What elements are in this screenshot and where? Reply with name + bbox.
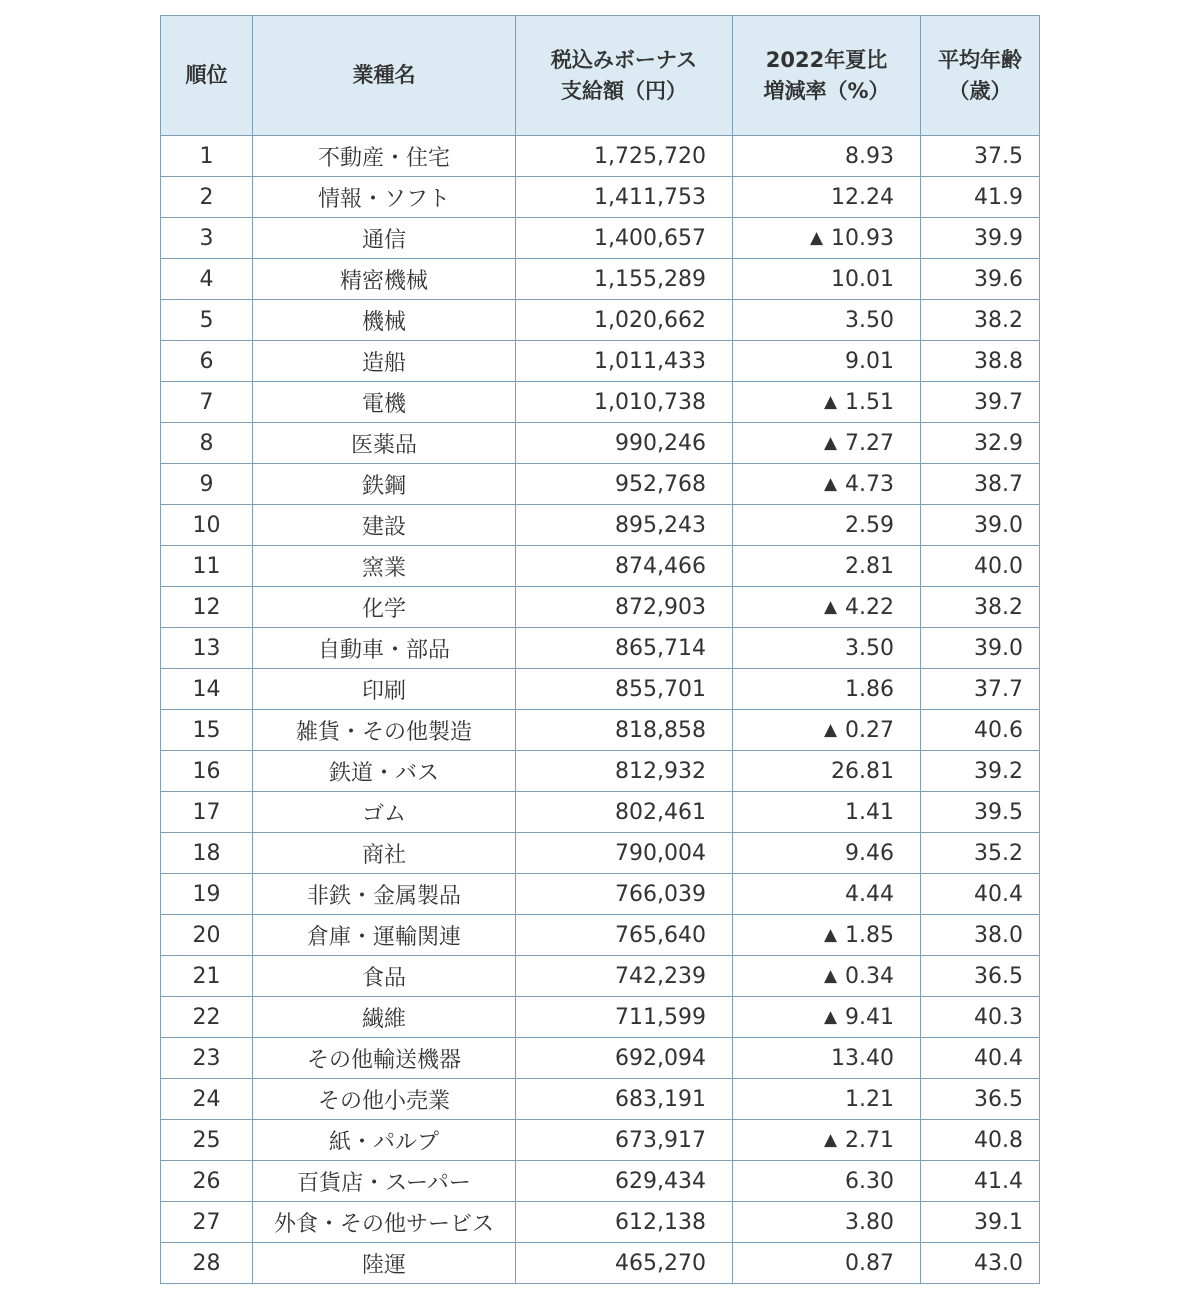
rank-cell: 24	[161, 1079, 253, 1120]
bonus-amount-cell: 673,917	[516, 1120, 733, 1161]
average-age-cell: 39.9	[921, 218, 1040, 259]
average-age-cell: 39.1	[921, 1202, 1040, 1243]
rank-cell: 4	[161, 259, 253, 300]
bonus-amount-cell: 802,461	[516, 792, 733, 833]
table-row	[161, 874, 1040, 915]
change-rate-value: 26.81	[831, 758, 894, 784]
change-rate-cell	[733, 751, 921, 792]
change-rate-cell	[733, 136, 921, 177]
change-rate-value: 3.50	[845, 307, 894, 333]
change-rate-cell	[733, 710, 921, 751]
bonus-amount-cell: 1,411,753	[516, 177, 733, 218]
change-rate-value: 1.21	[845, 1086, 894, 1112]
change-rate-cell	[733, 628, 921, 669]
change-rate-cell	[733, 1038, 921, 1079]
bonus-amount-cell: 952,768	[516, 464, 733, 505]
change-rate-cell	[733, 341, 921, 382]
bonus-amount-cell: 818,858	[516, 710, 733, 751]
average-age-cell: 40.0	[921, 546, 1040, 587]
change-rate-value: 6.30	[845, 1168, 894, 1194]
average-age-cell: 39.7	[921, 382, 1040, 423]
average-age-cell: 36.5	[921, 1079, 1040, 1120]
negative-triangle-icon: ▲	[823, 924, 838, 945]
average-age-cell: 41.4	[921, 1161, 1040, 1202]
industry-cell: 食品	[253, 956, 516, 997]
average-age-cell: 40.6	[921, 710, 1040, 751]
table-body	[161, 136, 1040, 1284]
change-rate-cell	[733, 382, 921, 423]
industry-cell: 雑貨・その他製造	[253, 710, 516, 751]
header-change	[733, 16, 921, 136]
table-row	[161, 751, 1040, 792]
rank-cell: 23	[161, 1038, 253, 1079]
industry-cell: 不動産・住宅	[253, 136, 516, 177]
industry-cell: 紙・パルプ	[253, 1120, 516, 1161]
change-rate-cell	[733, 792, 921, 833]
rank-cell: 12	[161, 587, 253, 628]
average-age-cell: 41.9	[921, 177, 1040, 218]
industry-cell: 医薬品	[253, 423, 516, 464]
change-rate-value: 10.01	[831, 266, 894, 292]
change-rate-cell	[733, 1161, 921, 1202]
bonus-amount-cell: 692,094	[516, 1038, 733, 1079]
rank-cell: 3	[161, 218, 253, 259]
table-row	[161, 1202, 1040, 1243]
table-row	[161, 300, 1040, 341]
rank-cell: 11	[161, 546, 253, 587]
negative-triangle-icon: ▲	[823, 965, 838, 986]
change-rate-value: 7.27	[845, 430, 894, 456]
header-bonus-line1: 税込みボーナス	[550, 47, 698, 72]
table-row	[161, 1120, 1040, 1161]
average-age-cell: 39.0	[921, 628, 1040, 669]
rank-cell: 17	[161, 792, 253, 833]
change-rate-value: 2.71	[845, 1127, 894, 1153]
bonus-amount-cell: 1,010,738	[516, 382, 733, 423]
header-bonus-line2: 支給額（円）	[561, 78, 687, 103]
negative-triangle-icon: ▲	[823, 1129, 838, 1150]
rank-cell: 16	[161, 751, 253, 792]
change-rate-value: 4.22	[845, 594, 894, 620]
table-row	[161, 505, 1040, 546]
industry-cell: 外食・その他サービス	[253, 1202, 516, 1243]
bonus-ranking-table	[160, 15, 1040, 1284]
change-rate-cell	[733, 587, 921, 628]
bonus-amount-cell: 612,138	[516, 1202, 733, 1243]
change-rate-value: 10.93	[831, 225, 894, 251]
change-rate-value: 9.01	[845, 348, 894, 374]
rank-cell: 8	[161, 423, 253, 464]
bonus-amount-cell: 1,725,720	[516, 136, 733, 177]
table-row	[161, 792, 1040, 833]
average-age-cell: 38.0	[921, 915, 1040, 956]
change-rate-value: 8.93	[845, 143, 894, 169]
average-age-cell: 37.5	[921, 136, 1040, 177]
header-bonus	[516, 16, 733, 136]
change-rate-cell	[733, 669, 921, 710]
average-age-cell: 32.9	[921, 423, 1040, 464]
change-rate-cell	[733, 546, 921, 587]
change-rate-value: 0.27	[845, 717, 894, 743]
header-age-line1: 平均年齢	[938, 47, 1022, 72]
industry-cell: 非鉄・金属製品	[253, 874, 516, 915]
change-rate-cell	[733, 1120, 921, 1161]
industry-cell: その他輸送機器	[253, 1038, 516, 1079]
bonus-amount-cell: 1,155,289	[516, 259, 733, 300]
average-age-cell: 38.7	[921, 464, 1040, 505]
header-change-line2: 増減率（%）	[763, 78, 890, 103]
rank-cell: 22	[161, 997, 253, 1038]
change-rate-cell	[733, 259, 921, 300]
bonus-amount-cell: 766,039	[516, 874, 733, 915]
bonus-amount-cell: 1,011,433	[516, 341, 733, 382]
change-rate-value: 0.34	[845, 963, 894, 989]
negative-triangle-icon: ▲	[823, 596, 838, 617]
average-age-cell: 39.2	[921, 751, 1040, 792]
industry-cell: 繊維	[253, 997, 516, 1038]
change-rate-value: 1.86	[845, 676, 894, 702]
header-rank-label: 順位	[185, 63, 228, 87]
table-row	[161, 1079, 1040, 1120]
negative-triangle-icon: ▲	[823, 432, 838, 453]
average-age-cell: 38.2	[921, 587, 1040, 628]
change-rate-cell	[733, 464, 921, 505]
table-row	[161, 956, 1040, 997]
negative-triangle-icon: ▲	[823, 719, 838, 740]
bonus-amount-cell: 874,466	[516, 546, 733, 587]
rank-cell: 19	[161, 874, 253, 915]
change-rate-value: 1.85	[845, 922, 894, 948]
header-row	[161, 16, 1040, 136]
table-header	[161, 16, 1040, 136]
change-rate-cell	[733, 218, 921, 259]
header-age	[921, 16, 1040, 136]
table-row	[161, 464, 1040, 505]
table-row	[161, 587, 1040, 628]
industry-cell: その他小売業	[253, 1079, 516, 1120]
rank-cell: 7	[161, 382, 253, 423]
industry-cell: 陸運	[253, 1243, 516, 1284]
table-row	[161, 710, 1040, 751]
negative-triangle-icon: ▲	[823, 391, 838, 412]
average-age-cell: 37.7	[921, 669, 1040, 710]
rank-cell: 18	[161, 833, 253, 874]
industry-cell: 鉄鋼	[253, 464, 516, 505]
change-rate-value: 1.41	[845, 799, 894, 825]
change-rate-cell	[733, 505, 921, 546]
negative-triangle-icon: ▲	[823, 1006, 838, 1027]
rank-cell: 9	[161, 464, 253, 505]
bonus-amount-cell: 1,400,657	[516, 218, 733, 259]
table-row	[161, 341, 1040, 382]
industry-cell: 機械	[253, 300, 516, 341]
change-rate-value: 2.59	[845, 512, 894, 538]
bonus-amount-cell: 629,434	[516, 1161, 733, 1202]
table-row	[161, 218, 1040, 259]
bonus-amount-cell: 895,243	[516, 505, 733, 546]
rank-cell: 15	[161, 710, 253, 751]
bonus-amount-cell: 855,701	[516, 669, 733, 710]
rank-cell: 20	[161, 915, 253, 956]
average-age-cell: 39.5	[921, 792, 1040, 833]
change-rate-cell	[733, 1202, 921, 1243]
industry-cell: 化学	[253, 587, 516, 628]
bonus-amount-cell: 765,640	[516, 915, 733, 956]
change-rate-value: 4.44	[845, 881, 894, 907]
bonus-amount-cell: 790,004	[516, 833, 733, 874]
average-age-cell: 40.4	[921, 874, 1040, 915]
average-age-cell: 40.8	[921, 1120, 1040, 1161]
change-rate-value: 3.50	[845, 635, 894, 661]
industry-cell: 精密機械	[253, 259, 516, 300]
rank-cell: 5	[161, 300, 253, 341]
table-row	[161, 136, 1040, 177]
change-rate-value: 12.24	[831, 184, 894, 210]
table-row	[161, 259, 1040, 300]
table-row	[161, 546, 1040, 587]
table-row	[161, 177, 1040, 218]
average-age-cell: 39.0	[921, 505, 1040, 546]
table-row	[161, 628, 1040, 669]
change-rate-cell	[733, 423, 921, 464]
header-change-line1: 2022年夏比	[765, 47, 888, 72]
change-rate-cell	[733, 997, 921, 1038]
average-age-cell: 40.4	[921, 1038, 1040, 1079]
change-rate-value: 3.80	[845, 1209, 894, 1235]
bonus-amount-cell: 990,246	[516, 423, 733, 464]
table-row	[161, 423, 1040, 464]
average-age-cell: 43.0	[921, 1243, 1040, 1284]
industry-cell: 倉庫・運輸関連	[253, 915, 516, 956]
average-age-cell: 38.2	[921, 300, 1040, 341]
rank-cell: 28	[161, 1243, 253, 1284]
change-rate-value: 13.40	[831, 1045, 894, 1071]
change-rate-cell	[733, 177, 921, 218]
industry-cell: 建設	[253, 505, 516, 546]
header-rank	[161, 16, 253, 136]
table-row	[161, 1161, 1040, 1202]
table-row	[161, 382, 1040, 423]
rank-cell: 13	[161, 628, 253, 669]
change-rate-value: 1.51	[845, 389, 894, 415]
change-rate-cell	[733, 300, 921, 341]
rank-cell: 6	[161, 341, 253, 382]
table-row	[161, 669, 1040, 710]
header-age-line2: （歳）	[948, 78, 1012, 103]
industry-cell: 電機	[253, 382, 516, 423]
average-age-cell: 35.2	[921, 833, 1040, 874]
negative-triangle-icon: ▲	[823, 473, 838, 494]
change-rate-value: 4.73	[845, 471, 894, 497]
bonus-amount-cell: 742,239	[516, 956, 733, 997]
table-row	[161, 1243, 1040, 1284]
change-rate-cell	[733, 1079, 921, 1120]
industry-cell: 百貨店・スーパー	[253, 1161, 516, 1202]
rank-cell: 14	[161, 669, 253, 710]
change-rate-cell	[733, 956, 921, 997]
table-row	[161, 997, 1040, 1038]
average-age-cell: 39.6	[921, 259, 1040, 300]
industry-cell: 自動車・部品	[253, 628, 516, 669]
change-rate-value: 9.41	[845, 1004, 894, 1030]
rank-cell: 26	[161, 1161, 253, 1202]
bonus-amount-cell: 683,191	[516, 1079, 733, 1120]
industry-cell: ゴム	[253, 792, 516, 833]
header-industry	[253, 16, 516, 136]
change-rate-value: 2.81	[845, 553, 894, 579]
bonus-amount-cell: 1,020,662	[516, 300, 733, 341]
bonus-amount-cell: 865,714	[516, 628, 733, 669]
industry-cell: 窯業	[253, 546, 516, 587]
rank-cell: 1	[161, 136, 253, 177]
change-rate-value: 0.87	[845, 1250, 894, 1276]
industry-cell: 造船	[253, 341, 516, 382]
change-rate-cell	[733, 833, 921, 874]
average-age-cell: 36.5	[921, 956, 1040, 997]
average-age-cell: 38.8	[921, 341, 1040, 382]
rank-cell: 2	[161, 177, 253, 218]
rank-cell: 27	[161, 1202, 253, 1243]
industry-cell: 情報・ソフト	[253, 177, 516, 218]
industry-cell: 通信	[253, 218, 516, 259]
rank-cell: 25	[161, 1120, 253, 1161]
average-age-cell: 40.3	[921, 997, 1040, 1038]
header-industry-label: 業種名	[352, 63, 416, 87]
bonus-amount-cell: 465,270	[516, 1243, 733, 1284]
bonus-amount-cell: 812,932	[516, 751, 733, 792]
table-row	[161, 1038, 1040, 1079]
change-rate-cell	[733, 1243, 921, 1284]
industry-cell: 商社	[253, 833, 516, 874]
change-rate-cell	[733, 915, 921, 956]
change-rate-value: 9.46	[845, 840, 894, 866]
industry-cell: 印刷	[253, 669, 516, 710]
rank-cell: 10	[161, 505, 253, 546]
industry-cell: 鉄道・バス	[253, 751, 516, 792]
bonus-amount-cell: 711,599	[516, 997, 733, 1038]
change-rate-cell	[733, 874, 921, 915]
table-row	[161, 915, 1040, 956]
table-row	[161, 833, 1040, 874]
bonus-amount-cell: 872,903	[516, 587, 733, 628]
rank-cell: 21	[161, 956, 253, 997]
negative-triangle-icon: ▲	[809, 227, 824, 248]
